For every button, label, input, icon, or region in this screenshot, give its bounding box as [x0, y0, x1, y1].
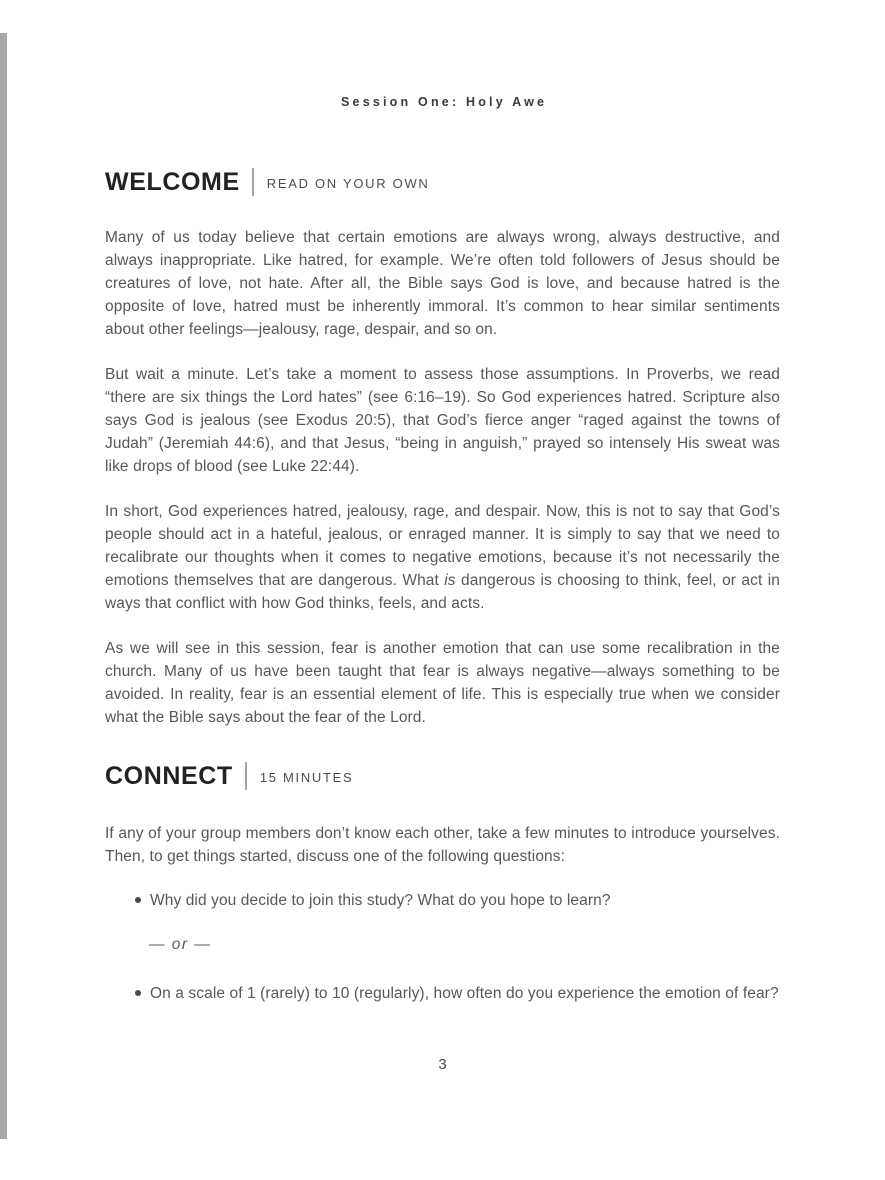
connect-question-1	[135, 889, 783, 912]
connect-question-2-text: On a scale of 1 (rarely) to 10 (regularly), how often do you experience the emotion of fear?	[150, 985, 779, 1002]
bullet-icon	[135, 897, 141, 903]
connect-section-heading	[105, 760, 353, 792]
welcome-title: WELCOME	[105, 167, 240, 196]
connect-question-2	[135, 982, 783, 1005]
connect-subtitle: 15 MINUTES	[259, 770, 354, 785]
welcome-paragraph-3-text: In short, God experiences hatred, jealousy, rage, and despair. Now, this is not to say that God’s people should act in a hateful, jealous, or enraged manner. It is simply to say that we need to recalibrate our thoughts when it comes to negative emotions, because it’s not necessarily the emotions themselves that are dangerous. What	[105, 503, 780, 589]
welcome-subtitle: READ ON YOUR OWN	[266, 176, 430, 191]
welcome-paragraph-4: As we will see in this session, fear is another emotion that can use some recalibration in the church. Many of us have been taught that fear is always negative—always something to be avoided. In reality, fear is an essential element of life. This is especially true when we consider what the Bible says about the fear of the Lord.	[105, 640, 780, 726]
welcome-paragraph-2: But wait a minute. Let’s take a moment to assess those assumptions. In Proverbs, we read “there are six things the Lord hates” (see 6:16–19). So God experiences hatred. Scripture also says God is jealous (see Exodus 20:5), that God’s fierce anger “raged against the towns of Judah” (Jeremiah 44:6), and that Jesus, “being in anguish,” prayed so intensely His sweat was like drops of blood (see Luke 22:44).	[105, 366, 780, 475]
connect-question-1-text: Why did you decide to join this study? What do you hope to learn?	[150, 892, 611, 909]
page-number: 3	[438, 1056, 447, 1073]
running-header: Session One: Holy Awe	[341, 95, 548, 109]
connect-title: CONNECT	[105, 761, 233, 790]
page-scan-edge	[0, 33, 7, 1139]
welcome-paragraph-3-text-after: dangerous is choosing to think, feel, or act in ways that conflict with how God thinks, feels, and acts.	[105, 572, 780, 612]
bullet-icon	[135, 990, 141, 996]
heading-divider	[245, 762, 247, 790]
or-separator: — or —	[149, 936, 212, 953]
welcome-paragraph-1: Many of us today believe that certain emotions are always wrong, always destructive, and always inappropriate. Like hatred, for example. We’re often told followers of Jesus should be creatures of love, not hate. After all, the Bible says God is love, and because hatred is the opposite of love, hatred must be inherently immoral. It’s common to hear similar sentiments about other feelings—jealousy, rage, despair, and so on.	[105, 229, 780, 338]
welcome-paragraph-3-emphasis: is	[444, 572, 456, 589]
welcome-section-heading	[105, 166, 430, 198]
welcome-paragraph-3	[105, 500, 780, 615]
heading-divider	[252, 168, 254, 196]
connect-intro: If any of your group members don’t know each other, take a few minutes to introduce yourselves. Then, to get things started, discuss one of the following questions:	[105, 825, 780, 865]
